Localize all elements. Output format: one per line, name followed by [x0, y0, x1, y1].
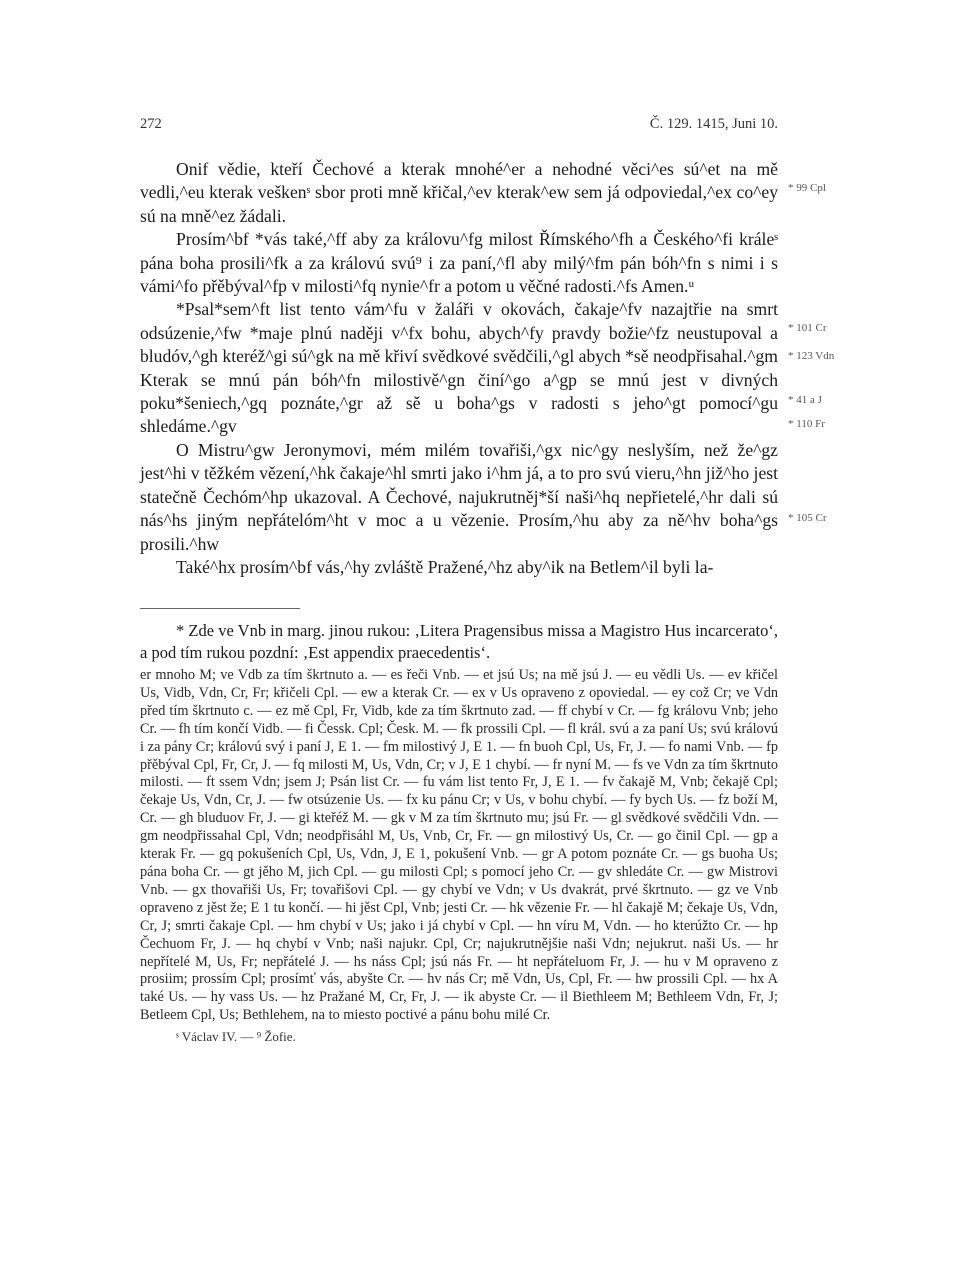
paragraph-4: O Mistru^gw Jeronymovi, mém milém tovařiši,^gx nic^gy neslyším, než že^gz jest^hi v těžkém vězení,^hk čakaje^hl smrti jako i^hm já, a to pro svú vieru,^hn již^ho jest statečně Čechóm^hp ukazoval. A Čechové, najukrutněj*ší naši^hq nepřietelé,^hr dali sú nás^hs jiným nepřátelóm^ht v moc a u vězenie. Prosím,^hu aby za ně^hv boha^gs prosili.^hw: [140, 439, 778, 554]
paragraph-2: Prosím^bf *vás také,^ff aby za královu^fg milost Římského^fh a Českého^fi králeˢ pána boha prosili^fk a za královú svú⁹ i za paní,^fl aby milý^fm pán bóh^fn s nimi i s vámi^fo přěbýval^fp v milosti^fq nynie^fr a potom u věčné radosti.^fs Amen.ᵘ: [140, 229, 778, 297]
footnote-z: ˢ Václav IV. — ⁹ Žofie.: [176, 1029, 296, 1045]
margin-note: * 105 Cr: [788, 512, 827, 524]
paragraph-5: Také^hx prosím^bf vás,^hy zvláště Pražené,^hz aby^ik na Betlem^il byli la-: [176, 556, 714, 577]
footnotes: [140, 620, 778, 1045]
margin-note: * 99 Cpl: [788, 182, 826, 194]
page-number: 272: [140, 116, 162, 132]
margin-note: * 123 Vdn: [788, 350, 835, 362]
margin-note: * 110 Fr: [788, 418, 825, 430]
paragraph-1: Onif vědie, kteří Čechové a kterak mnohé^er a nehodné věci^es sú^et na mě vedli,^eu kterak veškenˢ sbor proti mně křičal,^ev kterak^ew sem já odpoviedal,^ex co^ey sú na mně^ez žádali.: [140, 159, 778, 226]
page-header: [140, 116, 778, 136]
footnote-star: * Zde ve Vnb in marg. jinou rukou: ‚Litera Pragensibus missa a Magistro Hus incarcerato‘, a pod tím rukou pozdní: ‚Est appendix praecedentis‘.: [140, 621, 778, 662]
running-title: Č. 129. 1415, Juni 10.: [649, 116, 778, 132]
footnote-separator: [140, 608, 300, 609]
main-text: [140, 158, 778, 579]
paragraph-3: *Psal*sem^ft list tento vám^fu v žaláři v okovách, čakaje^fv nazajtřie na smrt odsúzenie,^fw *maje plnú naději v^fx bohu, abych^fy pravdy božie^fz neustupoval a bludóv,^gh kteréž^gi sú^gk na mě křiví svědkové svědčili,^gl abych *sě neodpřisahal.^gm Kterak se mnú pán bóh^fn milostivě^gn činí^go a^gp se mnú jest v divných poku*šeniech,^gq poznáte,^gr až sě u boha^gs v radosti s jeho^gt pomocí^gu shledáme.^gv: [140, 299, 778, 437]
margin-note: * 101 Cr: [788, 322, 827, 334]
margin-note: * 41 a J: [788, 394, 822, 406]
critical-apparatus: er mnoho M; ve Vdb za tím škrtnuto a. — es řeči Vnb. — et jsú Us; na mě jsú J. — eu vědli Us. — ev křičel Us, Vidb, Vdn, Cr, Fr; křičeli Cpl. — ew a kterak Cr. — ex v Us opraveno z opoviedal. — ey což Cr; ve Vdn před tím škrtnuto c. — ez mě Cpl, Fr, Vidb, kde za tím škrtnuto zad. — ff chybí v Cr. — fg královu Vnb; jeho Cr. — fh tím končí Vidb. — fi Čessk. Cpl; Česk. M. — fk prossili Cpl. — fl král. svú a za paní Us; svú královú i za pány Cr; královú svý i paní J, E 1. — fm milostivý J, E 1. — fn buoh Cpl, Us, Fr, J. — fo nami Vnb. — fp přěbýval Cpl, Fr, Cr, J. — fq milosti M, Us, Vdn, Cr; v J, E 1 chybí. — fr nyní M. — fs ve Vdn za tím škrtnuto milosti. — ft ssem Vdn; jsem J; Psán list Cr. — fu vám list tento Fr, J, E 1. — fv čakajě M, Vnb; čekajě Cpl; čekaje Us, Vdn, Cr, J. — fw otsúzenie Us. — fx ku pánu Cr; v Us, v bohu chybí. — fy bych Us. — fz boží M, Cr. — gh bluduov Fr, J. — gi kteřéž M. — gk v M za tím škrtnuto mu; jsú Fr. — gl svědkové svědčili Vdn. — gm neodpřissahal Cpl, Vdn; neodpřisáhl M, Us, Vnb, Cr, Fr. — gn milostivý Us, Cr. — go činil Cpl. — gp a kterak Fr. — gq pokušeních Cpl, Us, Vdn, J, E 1, pokušení Vnb. — gr A potom poznáte Cr. — gs buoha Us; pána boha Cr. — gt jěho M, jich Cpl. — gu milosti Cpl; s pomocí jeho Cr. — gv shledáte Cr. — gw Mistrovi Vnb. — gx thovařiši Us, Fr; tovařišovi Cpl. — gy chybí ve Vdn; v Us dvakrát, prvé škrtnuto. — gz ve Vnb opraveno z jěst že; E 1 tu končí. — hi jěst Cpl, Vnb; jesti Cr. — hk vězenie Fr. — hl čakajě M; čekaje Us, Vdn, Cr, J; smrti čakaje Cpl. — hm chybí v Us; jako i já chybí v Cpl. — hn víru M, Vdn. — ho kterúžto Cr. — hp Čechuom Fr, J. — hq chybí v Vnb; naši najukr. Cpl, Cr; najukrutnějšie naši Vdn; nejukrut. naši Us. — hr nepřítelé M, Us, Fr; nepřátelé J. — hs náss Cpl; jsú nás Fr. — ht nepřáteluom Fr, J. — hu v M opraveno z prosiim; prossím Cpl; prosímť vás, abyšte Cr. — hv nás Cr; mě Vdn, Us, Cpl, Fr. — hw prossili Cpl. — hx A také Us. — hy vass Us. — hz Pražané M, Cr, Fr, J. — ik abyste Cr. — il Biethleem M; Bethleem Vdn, Fr, J; Betleem Cpl, Us; Bethlehem, na to miesto poctivé a pánu bohu milé Cr.: [140, 667, 778, 1024]
